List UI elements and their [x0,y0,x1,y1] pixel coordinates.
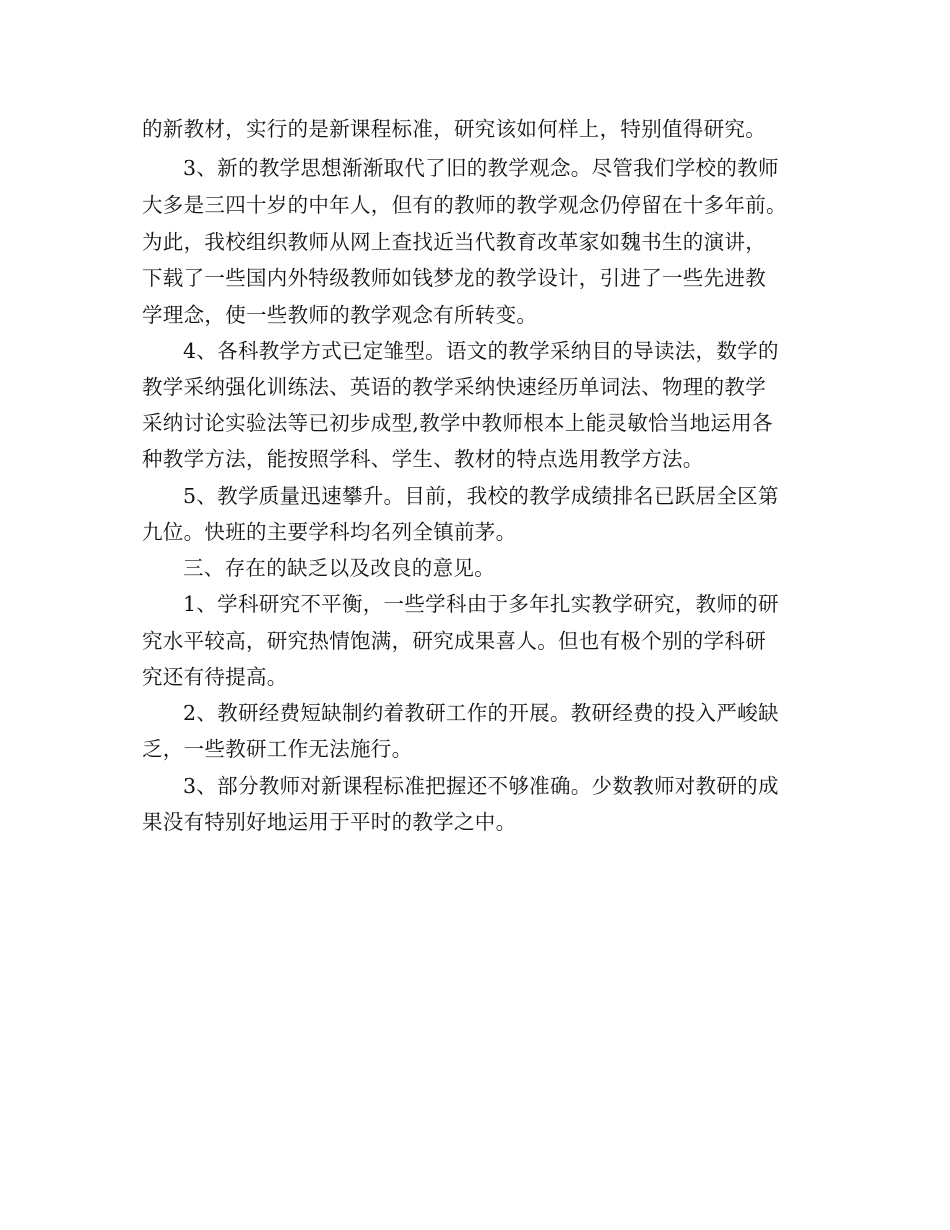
text-line: 究水平较高，研究热情饱满，研究成果喜人。但也有极个别的学科研 [142,629,766,653]
text-line: 九位。快班的主要学科均名列全镇前茅。 [142,520,517,544]
text-line: 为此，我校组织教师从网上查找近当代教育改革家如魏书生的演讲， [142,230,766,254]
text-line: 采纳讨论实验法等已初步成型,教学中教师根本上能灵敏恰当地运用各 [142,411,773,435]
text-line: 的新教材，实行的是新课程标准，研究该如何样上，特别值得研究。 [142,117,766,141]
text-line: 种教学方法，能按照学科、学生、教材的特点选用教学方法。 [142,447,704,471]
paragraph-unbalanced-research: 1、学科研究不平衡，一些学科由于多年扎实教学研究，教师的研 [183,592,779,616]
paragraph-new-teaching-ideas: 3、新的教学思想渐渐取代了旧的教学观念。尽管我们学校的教师 [183,156,779,180]
section-heading-shortcomings: 三、存在的缺乏以及改良的意见。 [183,556,495,580]
text-line: 学理念，使一些教师的教学观念有所转变。 [142,303,538,327]
paragraph-teaching-quality: 5、教学质量迅速攀升。目前，我校的教学成绩排名已跃居全区第 [183,484,779,508]
paragraph-curriculum-standards: 3、部分教师对新课程标准把握还不够准确。少数教师对教研的成 [183,774,779,798]
text-line: 下载了一些国内外特级教师如钱梦龙的教学设计，引进了一些先进教 [142,266,766,290]
paragraph-funding-shortage: 2、教研经费短缺制约着教研工作的开展。教研经费的投入严峻缺 [183,701,779,725]
text-line: 乏，一些教研工作无法施行。 [142,737,413,761]
text-line: 教学采纳强化训练法、英语的教学采纳快速经历单词法、物理的教学 [142,375,766,399]
text-line: 究还有待提高。 [142,665,288,689]
paragraph-teaching-methods: 4、各科教学方式已定雏型。语文的教学采纳目的导读法，数学的 [183,339,779,363]
text-line: 果没有特别好地运用于平时的教学之中。 [142,810,517,834]
text-line: 大多是三四十岁的中年人，但有的教师的教学观念仍停留在十多年前。 [142,193,787,217]
